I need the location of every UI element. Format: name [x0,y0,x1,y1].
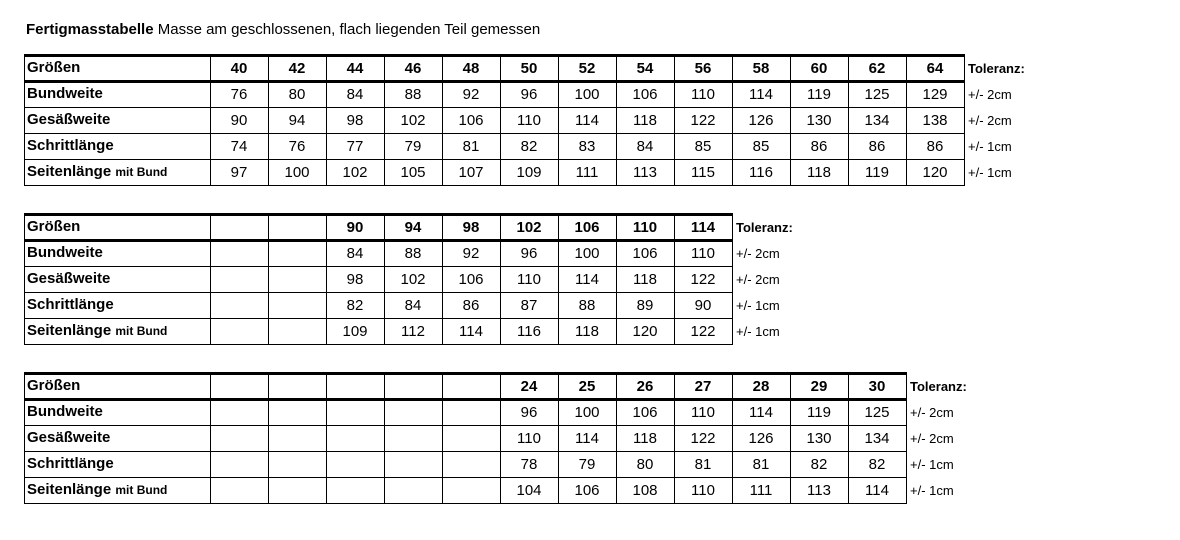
table-cell: 114 [749,86,773,103]
table-cell: 122 [690,430,716,447]
header-label: Größen [27,218,81,235]
grid-line [848,55,849,186]
grid-line [24,239,733,242]
table-cell: 110 [517,430,541,447]
table-cell: 105 [400,164,426,181]
grid-line [790,55,791,186]
grid-line [24,213,733,216]
size-header-cell: 48 [462,60,480,77]
tolerance-cell: +/- 1cm [736,298,780,313]
table-row [24,240,822,266]
row-label-main: Gesäßweite [27,111,111,128]
table-cell: 79 [578,456,596,473]
table-cell [210,318,268,344]
table-cell: 84 [636,138,654,155]
row-label [27,163,167,180]
table-cell: 100 [284,164,310,181]
table-cell [210,292,268,318]
grid-line [24,55,25,186]
size-header-cell: 114 [690,219,716,236]
size-header-cell: 54 [636,60,654,77]
table-cell [326,451,384,477]
table-cell: 84 [346,86,364,103]
table-cell [442,451,500,477]
tolerance-cell: +/- 2cm [736,246,780,261]
tolerance-cell: +/- 1cm [910,483,954,498]
grid-line [24,344,733,345]
row-label [27,455,114,472]
table-cell: 107 [458,164,484,181]
table-cell: 77 [346,138,364,155]
tolerance-cell: +/- 2cm [910,405,954,420]
table-cell [210,240,268,266]
size-header-cell [268,373,326,399]
row-label-main: Seitenlänge [27,481,112,498]
table-cell: 86 [810,138,828,155]
header-row [24,214,822,240]
table-row [24,292,822,318]
grid-line [268,214,269,345]
table-cell: 100 [574,245,600,262]
table-row [24,133,1054,159]
row-label-main: Seitenlänge [27,163,112,180]
table-cell: 74 [230,138,248,155]
size-header-cell: 52 [578,60,596,77]
table-cell: 106 [458,112,484,129]
table-cell: 86 [868,138,886,155]
table-cell: 106 [574,482,600,499]
table-cell: 94 [288,112,306,129]
page-title [26,21,540,38]
size-table-2 [24,214,822,344]
table-cell: 86 [462,297,480,314]
grid-line [384,373,385,504]
table-cell [384,451,442,477]
grid-line [500,214,501,345]
table-cell: 120 [922,164,948,181]
grid-line [24,80,965,83]
table-cell [268,240,326,266]
grid-line [384,214,385,345]
table-cell: 100 [574,404,600,421]
table-cell: 81 [462,138,480,155]
table-cell: 114 [575,271,599,288]
grid-line [906,373,907,504]
table-cell: 89 [636,297,654,314]
table-cell: 90 [230,112,248,129]
size-header-cell: 42 [288,60,306,77]
table-row [24,107,1054,133]
grid-line [442,373,443,504]
table-cell [384,425,442,451]
grid-line [24,503,907,504]
table-cell: 76 [230,86,248,103]
grid-line [732,55,733,186]
table-cell: 92 [462,245,480,262]
table-cell [268,477,326,503]
table-cell: 111 [575,164,599,181]
size-table-3 [24,373,996,503]
row-label-main: Bundweite [27,403,103,420]
size-table-1 [24,55,1054,185]
row-label [27,429,110,446]
table-cell: 120 [632,323,658,340]
table-cell: 114 [575,430,599,447]
table-cell: 80 [288,86,306,103]
tolerance-cell: +/- 2cm [968,87,1012,102]
grid-line [210,214,211,345]
row-label [27,111,110,128]
table-cell: 122 [690,271,716,288]
table-cell: 115 [691,164,715,181]
table-cell: 102 [400,112,426,129]
size-header-cell: 30 [868,378,886,395]
size-header-cell [268,214,326,240]
table-cell: 114 [865,482,889,499]
table-cell [384,477,442,503]
grid-line [616,214,617,345]
table-cell: 125 [864,404,890,421]
title-bold: Fertigmasstabelle [26,21,154,38]
table-cell: 109 [516,164,542,181]
size-header-cell: 102 [516,219,542,236]
row-label-main: Schrittlänge [27,137,114,154]
table-row [24,477,996,503]
row-label-suffix: mit Bund [115,165,168,179]
table-cell: 114 [575,112,599,129]
table-cell: 98 [346,271,364,288]
table-cell [326,399,384,425]
header-label: Größen [27,59,81,76]
size-header-cell: 27 [694,378,712,395]
row-label [27,296,114,313]
tolerance-cell: +/- 1cm [736,324,780,339]
table-cell: 88 [404,245,422,262]
table-row [24,159,1054,185]
table-cell [210,477,268,503]
table-cell: 110 [517,112,541,129]
grid-line [326,214,327,345]
size-header-cell: 46 [404,60,422,77]
grid-line [326,373,327,504]
grid-line [24,185,965,186]
size-header-cell [442,373,500,399]
table-cell: 80 [636,456,654,473]
table-cell [210,399,268,425]
grid-line [384,55,385,186]
table-cell [268,425,326,451]
table-cell: 125 [864,86,890,103]
grid-line [268,373,269,504]
header-row [24,55,1054,81]
grid-line [500,373,501,504]
table-cell: 118 [807,164,831,181]
table-cell: 119 [807,404,831,421]
row-label-main: Schrittlänge [27,455,114,472]
row-label [27,85,103,102]
size-header-cell: 44 [346,60,364,77]
tolerance-header: Toleranz: [968,61,1025,76]
table-cell: 113 [807,482,831,499]
grid-line [442,214,443,345]
grid-line [674,373,675,504]
row-label-main: Bundweite [27,244,103,261]
table-cell [210,266,268,292]
row-label-main: Bundweite [27,85,103,102]
table-cell [268,451,326,477]
tolerance-cell: +/- 2cm [968,113,1012,128]
table-cell: 110 [517,271,541,288]
table-cell: 116 [517,323,541,340]
size-header-cell: 25 [578,378,596,395]
row-label-main: Schrittlänge [27,296,114,313]
grid-line [616,55,617,186]
table-cell [326,477,384,503]
table-cell: 106 [632,245,658,262]
grid-line [24,54,965,57]
header-label: Größen [27,377,81,394]
tolerance-header: Toleranz: [736,220,793,235]
size-header-cell: 62 [868,60,886,77]
grid-line [268,55,269,186]
table-cell: 110 [691,482,715,499]
grid-line [24,159,965,160]
grid-line [326,55,327,186]
size-header-cell: 40 [230,60,248,77]
size-header-cell: 106 [574,219,600,236]
table-row [24,318,822,344]
tolerance-cell: +/- 1cm [910,457,954,472]
size-header-cell: 64 [926,60,944,77]
table-cell: 109 [342,323,368,340]
row-label [27,137,114,154]
table-cell: 118 [633,430,657,447]
grid-line [558,373,559,504]
table-cell: 108 [632,482,658,499]
grid-line [24,107,965,108]
table-row [24,425,996,451]
row-label [27,270,110,287]
grid-line [964,55,965,186]
table-cell: 134 [864,430,890,447]
table-cell: 82 [346,297,364,314]
grid-line [24,318,733,319]
grid-line [24,133,965,134]
table-cell [384,399,442,425]
size-header-cell: 56 [694,60,712,77]
table-cell: 116 [749,164,773,181]
size-header-cell: 110 [632,219,658,236]
table-cell: 102 [342,164,368,181]
tolerance-header: Toleranz: [910,379,967,394]
grid-line [906,55,907,186]
table-cell: 81 [694,456,712,473]
size-header-cell: 90 [346,219,364,236]
grid-line [24,398,907,401]
table-cell: 90 [694,297,712,314]
table-cell: 76 [288,138,306,155]
table-cell: 96 [520,245,538,262]
table-cell: 82 [810,456,828,473]
tolerance-cell: +/- 2cm [736,272,780,287]
table-cell: 122 [690,112,716,129]
table-cell [442,477,500,503]
table-row [24,451,996,477]
table-cell: 119 [865,164,889,181]
grid-line [24,266,733,267]
table-cell [268,318,326,344]
table-cell: 114 [749,404,773,421]
size-header-cell: 60 [810,60,828,77]
size-header-cell: 58 [752,60,770,77]
size-header-cell [210,373,268,399]
grid-line [790,373,791,504]
grid-line [24,372,907,375]
table-cell: 96 [520,86,538,103]
size-header-cell: 50 [520,60,538,77]
row-label [27,244,103,261]
table-cell: 79 [404,138,422,155]
grid-line [24,214,25,345]
table-cell [268,266,326,292]
table-cell: 106 [632,404,658,421]
table-cell: 82 [520,138,538,155]
grid-line [442,55,443,186]
table-cell: 84 [404,297,422,314]
tolerance-cell: +/- 2cm [910,431,954,446]
table-row [24,266,822,292]
size-header-cell [384,373,442,399]
row-label-main: Gesäßweite [27,429,111,446]
size-header-cell: 29 [810,378,828,395]
grid-line [674,214,675,345]
table-cell: 118 [575,323,599,340]
table-cell: 96 [520,404,538,421]
table-cell: 122 [690,323,716,340]
table-cell: 85 [694,138,712,155]
title-rest: Masse am geschlossenen, flach liegenden Teil gemessen [157,21,541,38]
table-cell: 106 [632,86,658,103]
size-header-cell: 28 [752,378,770,395]
table-cell [210,451,268,477]
table-cell: 114 [459,323,483,340]
grid-line [24,373,25,504]
tolerance-cell: +/- 1cm [968,139,1012,154]
table-cell: 119 [807,86,831,103]
table-cell: 118 [633,271,657,288]
table-cell: 88 [404,86,422,103]
grid-line [848,373,849,504]
tolerance-cell: +/- 1cm [968,165,1012,180]
size-header-cell: 98 [462,219,480,236]
table-cell: 126 [748,112,774,129]
grid-line [674,55,675,186]
table-cell: 113 [633,164,657,181]
grid-line [616,373,617,504]
size-header-cell: 94 [404,219,422,236]
table-cell: 92 [462,86,480,103]
table-cell: 112 [401,323,425,340]
header-row [24,373,996,399]
table-cell: 81 [752,456,770,473]
size-header-cell: 26 [636,378,654,395]
grid-line [500,55,501,186]
grid-line [24,477,907,478]
table-cell: 78 [520,456,538,473]
grid-line [558,55,559,186]
table-cell [442,399,500,425]
table-cell: 85 [752,138,770,155]
table-cell [268,399,326,425]
table-cell: 104 [516,482,542,499]
table-cell: 111 [749,482,773,499]
grid-line [210,373,211,504]
row-label-suffix: mit Bund [115,324,168,338]
grid-line [24,425,907,426]
row-label [27,322,167,339]
table-cell: 102 [400,271,426,288]
table-cell: 98 [346,112,364,129]
table-cell [210,425,268,451]
table-cell: 110 [691,86,715,103]
grid-line [24,292,733,293]
table-cell: 88 [578,297,596,314]
table-cell: 130 [806,112,832,129]
table-cell: 87 [520,297,538,314]
grid-line [732,214,733,345]
row-label [27,481,167,498]
table-cell: 129 [922,86,948,103]
size-header-cell: 24 [520,378,538,395]
table-cell: 86 [926,138,944,155]
row-label-suffix: mit Bund [115,483,168,497]
size-header-cell [326,373,384,399]
table-cell: 118 [633,112,657,129]
table-cell: 82 [868,456,886,473]
table-cell: 126 [748,430,774,447]
table-cell: 97 [230,164,248,181]
table-row [24,81,1054,107]
grid-line [732,373,733,504]
size-header-cell [210,214,268,240]
table-cell [268,292,326,318]
row-label-main: Seitenlänge [27,322,112,339]
grid-line [210,55,211,186]
table-cell: 110 [691,404,715,421]
table-cell: 110 [691,245,715,262]
grid-line [24,451,907,452]
table-cell: 106 [458,271,484,288]
table-row [24,399,996,425]
grid-line [558,214,559,345]
row-label [27,403,103,420]
table-cell: 84 [346,245,364,262]
row-label-main: Gesäßweite [27,270,111,287]
table-cell [442,425,500,451]
table-cell: 138 [922,112,948,129]
table-cell: 130 [806,430,832,447]
table-cell: 134 [864,112,890,129]
table-cell [326,425,384,451]
table-cell: 100 [574,86,600,103]
table-cell: 83 [578,138,596,155]
